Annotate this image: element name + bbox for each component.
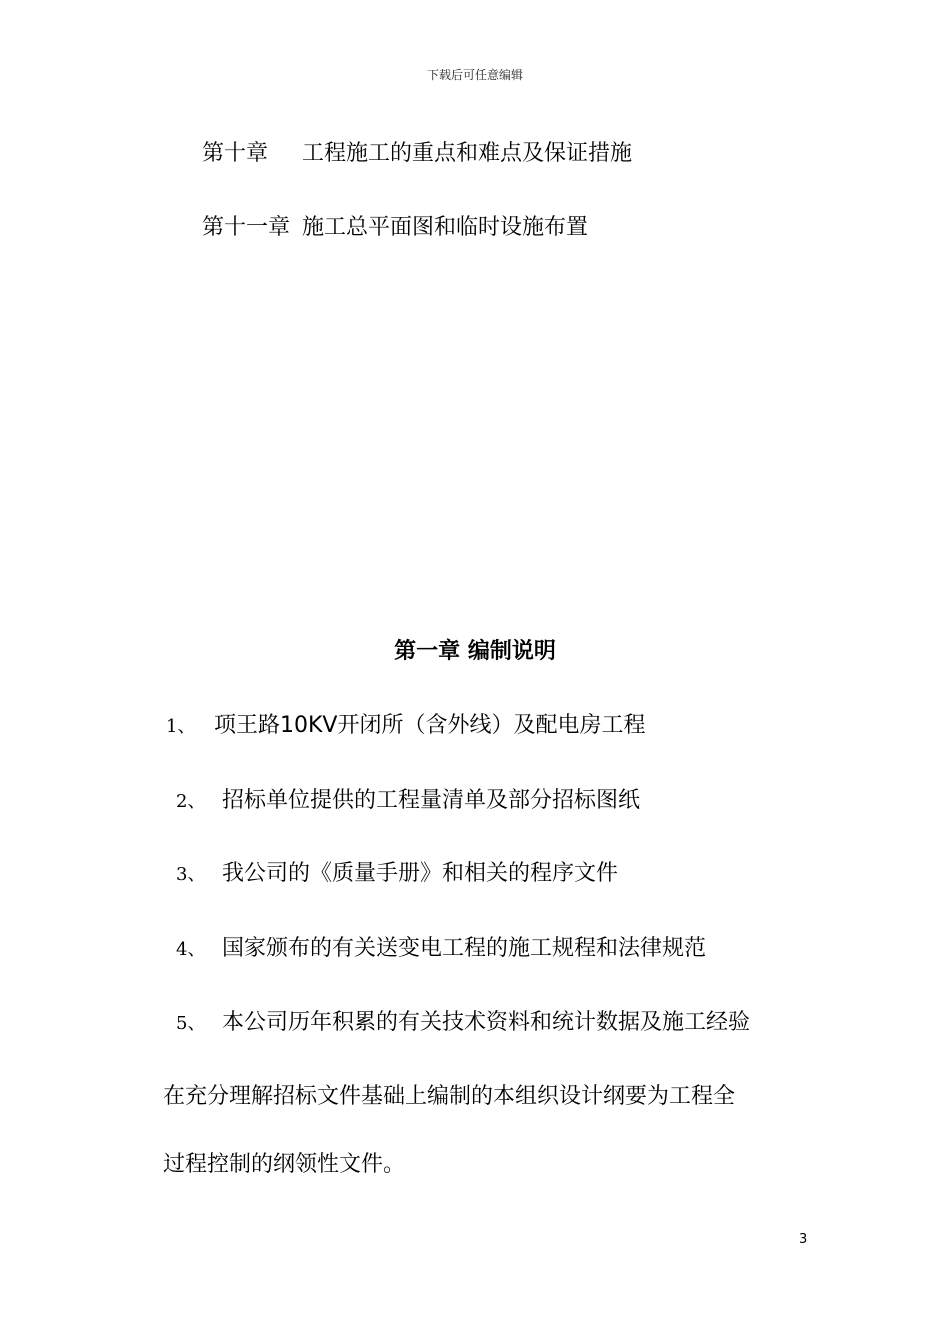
summary-paragraph-line-1: 在充分理解招标文件基础上编制的本组织设计纲要为工程全 <box>163 1084 736 1109</box>
item-number: 3、 <box>176 864 206 885</box>
item-text: 本公司历年积累的有关技术资料和统计数据及施工经验 <box>222 1010 751 1035</box>
item-number: 1、 <box>166 716 196 737</box>
toc-chapter-title: 施工总平面图和临时设施布置 <box>302 215 589 240</box>
item-text: 国家颁布的有关送变电工程的施工规程和法律规范 <box>222 936 707 961</box>
toc-chapter-number: 第十章 <box>202 141 269 166</box>
item-text: 我公司的《质量手册》和相关的程序文件 <box>222 861 619 886</box>
item-number: 5、 <box>176 1013 206 1034</box>
header-note: 下载后可任意编辑 <box>426 68 523 82</box>
basis-item-1 <box>166 708 645 739</box>
basis-item-5 <box>176 1005 750 1036</box>
item-text: 招标单位提供的工程量清单及部分招标图纸 <box>222 788 641 813</box>
page-number: 3 <box>799 1232 808 1247</box>
basis-item-3 <box>176 856 618 887</box>
basis-item-2 <box>176 783 640 814</box>
item-number: 2、 <box>176 791 206 812</box>
toc-entry-chapter-10 <box>202 136 632 167</box>
item-text: 项王路10KV开闭所（含外线）及配电房工程 <box>214 713 646 738</box>
summary-paragraph-line-2: 过程控制的纲领性文件。 <box>163 1152 406 1177</box>
toc-chapter-number: 第十一章 <box>202 215 291 240</box>
basis-item-4 <box>176 931 706 962</box>
toc-entry-chapter-11 <box>202 210 588 241</box>
item-number: 4、 <box>176 939 206 960</box>
toc-chapter-title: 工程施工的重点和难点及保证措施 <box>302 141 633 166</box>
chapter-title: 第一章 编制说明 <box>394 639 556 664</box>
